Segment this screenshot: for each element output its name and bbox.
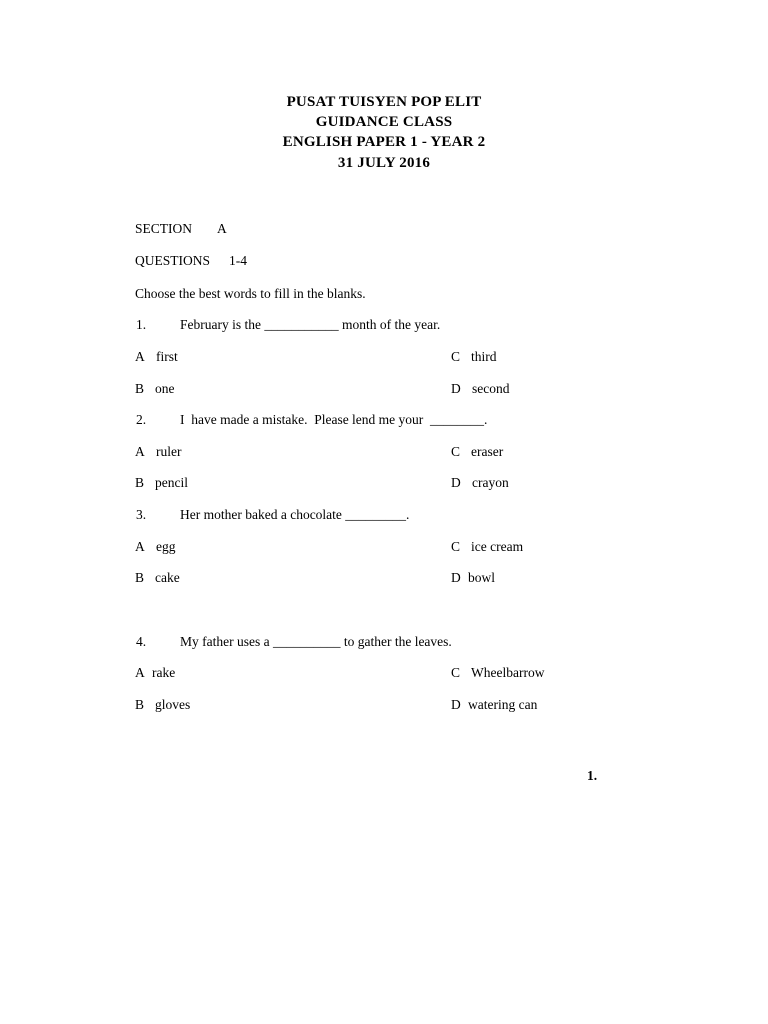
question-text: I have made a mistake. Please lend me your ________.: [180, 412, 488, 427]
question-number: 3.: [136, 507, 147, 522]
option-text: cake: [155, 570, 180, 585]
option-letter: C: [451, 349, 461, 364]
option-text: second: [472, 381, 510, 396]
questions-label: QUESTIONS: [135, 253, 211, 268]
question-text: My father uses a __________ to gather the leaves.: [180, 634, 452, 649]
option-letter: B: [135, 475, 145, 490]
question-number: 4.: [136, 634, 147, 649]
option-letter: C: [451, 444, 461, 459]
option-text: one: [155, 381, 175, 396]
option-letter: D: [451, 475, 461, 490]
question-text: Her mother baked a chocolate _________.: [180, 507, 410, 522]
option-text: eraser: [471, 444, 504, 459]
option-text: ruler: [156, 444, 182, 459]
option-letter: A: [135, 349, 145, 364]
option-letter: D: [451, 697, 461, 712]
option-text: Wheelbarrow: [471, 665, 545, 680]
section-label: SECTION: [135, 221, 192, 236]
option-letter: C: [451, 665, 461, 680]
option-letter: B: [135, 697, 145, 712]
option-letter: D: [451, 570, 461, 585]
exam-date: 31 JULY 2016: [337, 155, 431, 171]
option-letter: D: [451, 381, 461, 396]
question-text: February is the ___________ month of the year.: [180, 317, 441, 332]
class-name: GUIDANCE CLASS: [315, 114, 453, 130]
option-text: gloves: [155, 697, 191, 712]
page-number: 1.: [587, 768, 598, 783]
question-number: 1.: [136, 317, 147, 332]
option-letter: A: [135, 539, 145, 554]
option-letter: B: [135, 381, 145, 396]
option-text: rake: [152, 665, 176, 680]
option-text: pencil: [155, 475, 188, 490]
option-letter: C: [451, 539, 461, 554]
instruction-text: Choose the best words to fill in the blanks.: [135, 286, 366, 301]
question-number: 2.: [136, 412, 147, 427]
option-letter: A: [135, 444, 145, 459]
option-text: crayon: [472, 475, 509, 490]
option-text: ice cream: [471, 539, 524, 554]
paper-title: ENGLISH PAPER 1 - YEAR 2: [282, 134, 486, 150]
section-value: A: [217, 221, 227, 236]
questions-value: 1-4: [229, 253, 247, 268]
option-text: third: [471, 349, 497, 364]
option-letter: B: [135, 570, 145, 585]
school-name: PUSAT TUISYEN POP ELIT: [286, 94, 482, 110]
option-text: bowl: [468, 570, 495, 585]
option-text: egg: [156, 539, 176, 554]
option-text: watering can: [468, 697, 538, 712]
option-letter: A: [135, 665, 145, 680]
option-text: first: [156, 349, 178, 364]
